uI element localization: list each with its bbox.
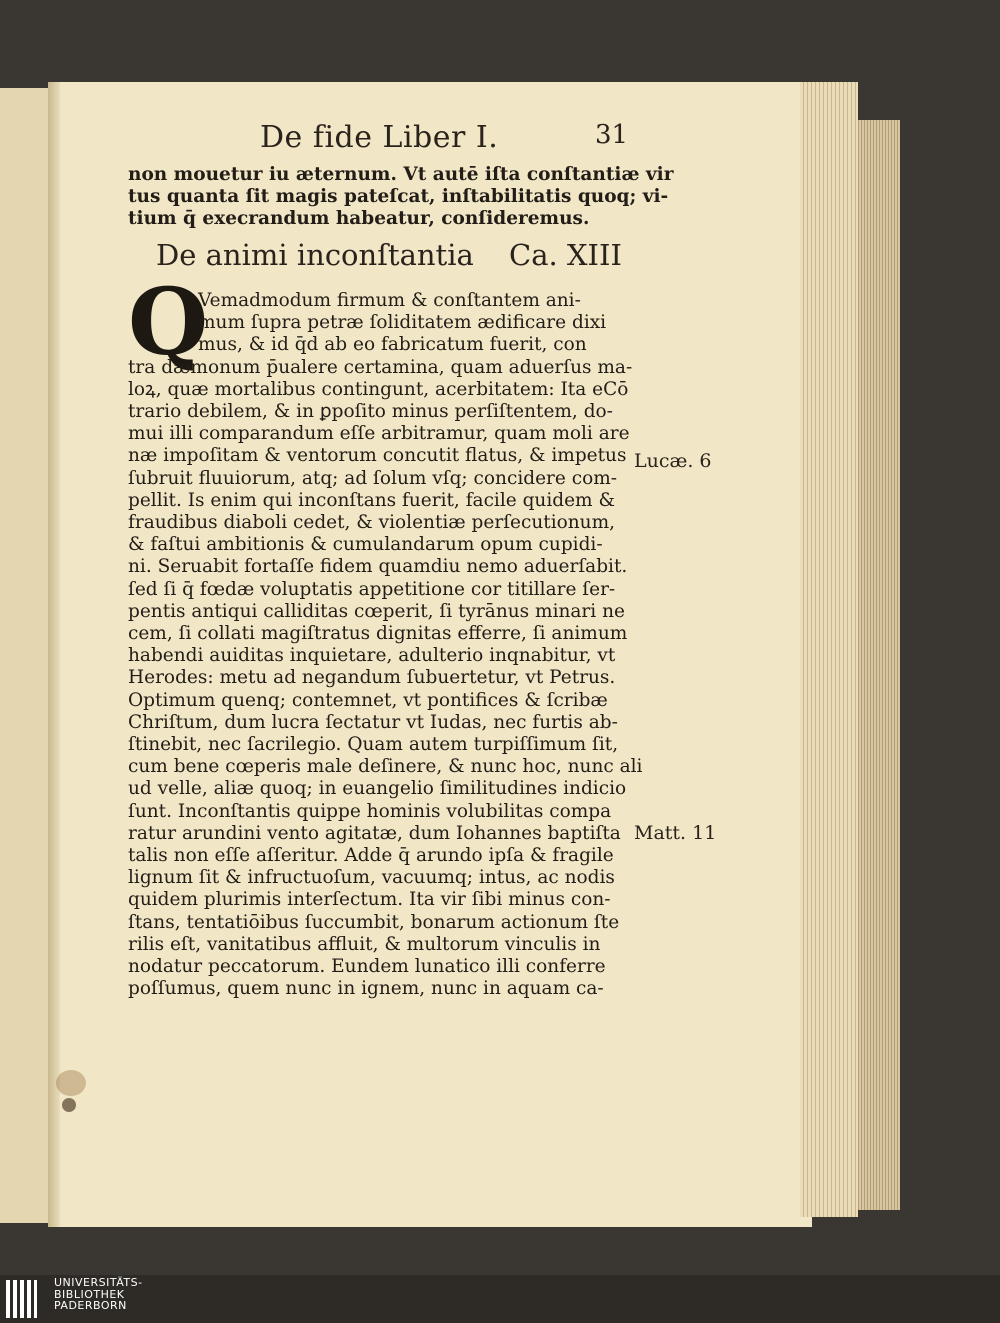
text-line: trario debilem, & in ꝑpoſito minus perſiſtentem, do-	[128, 401, 613, 423]
library-logo-icon	[6, 1280, 46, 1318]
text-line: pentis antiqui calliditas cœperit, ſi tyrānus minari ne	[128, 600, 625, 622]
text-line: næ impoſitam & ventorum concutit flatus, & impetus	[128, 445, 627, 467]
text-line: Chriſtum, dum lucra ſectatur vt Iudas, nec furtis ab-	[128, 711, 618, 733]
text-line: fraudibus diaboli cedet, & violentiæ perſecutionum,	[128, 512, 616, 534]
text-line: Herodes: metu ad negandum ſubuertetur, vt Petrus.	[128, 667, 616, 689]
page-header	[260, 120, 640, 160]
logo-line: UNIVERSITÄTS-	[54, 1276, 143, 1289]
text-line: ratur arundini vento agitatæ, dum Iohannes baptiſta	[128, 822, 621, 844]
running-title: De fide Liber I.	[260, 120, 499, 155]
text-line: Vemadmodum firmum & conſtantem ani-	[198, 290, 581, 311]
page-block-edge	[800, 82, 858, 1217]
stain-mark	[62, 1098, 76, 1112]
text-line: mui illi comparandum eſſe arbitramur, quam moli are	[128, 423, 630, 445]
stain-mark	[56, 1070, 86, 1096]
text-line: non mouetur iu æternum. Vt autē iſta conſtantiæ vir	[128, 164, 674, 185]
text-line: tra dæmonum p̄ualere certamina, quam aduerſus ma-	[128, 356, 633, 378]
page-number: 31	[595, 120, 629, 150]
footer-bar	[0, 1275, 1000, 1323]
text-line: mum ſupra petræ ſoliditatem ædificare dixi	[198, 312, 607, 334]
logo-line: PADERBORN	[54, 1299, 127, 1312]
text-line: ſunt. Inconſtantis quippe hominis volubilitas compa	[128, 800, 612, 822]
text-line: lignum ſit & infructuoſum, vacuumq; intus, ac nodis	[128, 867, 615, 889]
text-line: ſtans, tentatiōibus ſuccumbit, bonarum actionum ſte	[128, 911, 620, 933]
text-line: rilis eſt, vanitatibus affluit, & multorum vinculis in	[128, 933, 601, 955]
margin-note-matt: Matt. 11	[634, 822, 717, 844]
margin-note-lucae: Lucæ. 6	[634, 450, 712, 472]
text-line: tium q̄ execrandum habeatur, conſideremus.	[128, 208, 590, 230]
chapter-heading	[156, 238, 622, 272]
text-line: ni. Seruabit fortaſſe fidem quamdiu nemo aduerſabit.	[128, 556, 628, 578]
text-line: loꝝ, quæ mortalibus contingunt, acerbitatem: Ita eCō	[128, 378, 629, 400]
text-line: tus quanta ſit magis pateſcat, inſtabilitatis quoq; vi-	[128, 186, 669, 208]
logo-line: BIBLIOTHEK	[54, 1287, 125, 1301]
text-line: quidem plurimis interſectum. Ita vir ſibi minus con-	[128, 889, 611, 911]
chapter-number: Ca. XIII	[509, 238, 622, 272]
text-line: Optimum quenq; contemnet, vt pontifices & ſcribæ	[128, 689, 608, 711]
text-line: ſed ſi q̄ fœdæ voluptatis appetitione cor titillare ſer-	[128, 578, 616, 600]
drop-cap-initial: Q	[128, 268, 209, 376]
text-line: ſtinebit, nec ſacrilegio. Quam autem turpiſſimum ſit,	[128, 734, 619, 756]
text-line: talis non eſſe aſſeritur. Adde q̄ arundo ipſa & fragile	[128, 845, 614, 867]
text-line: cum bene cœperis male deſinere, & nunc hoc, nunc ali	[128, 756, 643, 778]
text-line: habendi auiditas inquietare, adulterio inqnabitur, vt	[128, 645, 616, 667]
text-line: mus, & id q̄d ab eo fabricatum fuerit, con	[198, 334, 587, 356]
chapter-title: De animi inconſtantia	[156, 238, 474, 272]
text-line: pellit. Is enim qui inconſtans fuerit, facile quidem &	[128, 489, 615, 511]
intro-paragraph	[128, 164, 674, 231]
chapter-body	[128, 290, 643, 1001]
text-line: nodatur peccatorum. Eundem lunatico illi conferre	[128, 956, 606, 978]
text-line: & faſtui ambitionis & cumulandarum opum cupidi-	[128, 534, 603, 556]
text-line: cem, ſi collati magiſtratus dignitas efferre, ſi animum	[128, 623, 628, 645]
text-line: ſubruit fluuiorum, atq; ad ſolum vſq; concidere com-	[128, 467, 617, 489]
library-logo-text	[54, 1277, 143, 1312]
text-line: ud velle, aliæ quoq; in euangelio ſimilitudines indicio	[128, 778, 627, 800]
text-line: poſſumus, quem nunc in ignem, nunc in aquam ca-	[128, 978, 604, 1000]
